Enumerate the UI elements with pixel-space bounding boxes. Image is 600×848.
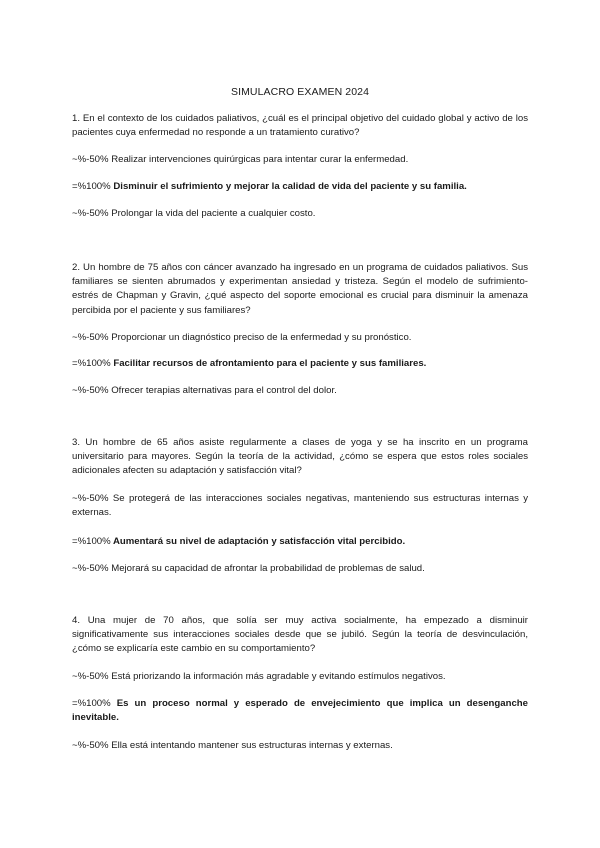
question-2-text [72, 261, 528, 318]
option-text: Realizar intervenciones quirúrgicas para intentar curar la enfermedad. [111, 154, 409, 165]
question-4-option-c [72, 739, 528, 753]
option-text: Se protegerá de las interacciones sociales negativas, manteniendo sus estructuras internas y externas. [72, 493, 529, 519]
option-prefix: ~%-50% [72, 740, 109, 751]
question-4-option-b [72, 697, 528, 725]
option-prefix: =%100% [72, 698, 111, 709]
question-3-option-b [72, 535, 528, 549]
option-text: Facilitar recursos de afrontamiento para el paciente y sus familiares. [113, 358, 427, 369]
option-prefix: ~%-50% [72, 671, 109, 682]
option-prefix: ~%-50% [72, 154, 109, 165]
question-3-option-c [72, 562, 528, 576]
question-4-text [72, 614, 528, 657]
option-prefix: ~%-50% [72, 208, 109, 219]
option-text: Ella está intentando mantener sus estructuras internas y externas. [111, 740, 393, 751]
option-prefix: ~%-50% [72, 563, 109, 574]
question-4-option-a [72, 670, 528, 684]
option-text: Aumentará su nivel de adaptación y satisfacción vital percibido. [112, 536, 406, 547]
option-prefix: =%100% [72, 358, 111, 369]
question-4-stem: 4. Una mujer de 70 años, que solía ser muy activa socialmente, ha empezado a disminuir significativamente sus interacciones sociales desde que se jubiló. Según la teoría de desvinculación, ¿cómo se explicaría este cambio en su comportamiento? [72, 615, 528, 655]
question-1-option-a [72, 153, 528, 167]
option-prefix: =%100% [72, 181, 111, 192]
option-text: Prolongar la vida del paciente a cualquier costo. [111, 208, 316, 219]
option-text: Ofrecer terapias alternativas para el control del dolor. [111, 385, 337, 396]
question-1-option-b [72, 180, 528, 194]
option-text: Disminuir el sufrimiento y mejorar la calidad de vida del paciente y su familia. [113, 181, 467, 192]
question-2-option-c [72, 384, 528, 398]
question-2-stem: 2. Un hombre de 75 años con cáncer avanzado ha ingresado en un programa de cuidados paliativos. Sus familiares se sienten abrumados y experimentan ansiedad y tristeza. Según el modelo de sufrimiento-estrés de Chapman y Gravin, ¿qué aspecto del soporte emocional es crucial para disminuir la amenaza percibida por el paciente y sus familiares? [72, 262, 528, 316]
question-3-option-a [72, 492, 528, 520]
question-3-text [72, 436, 528, 479]
option-text: Es un proceso normal y esperado de envejecimiento que implica un desenganche inevitable. [72, 698, 528, 724]
question-1-stem: 1. En el contexto de los cuidados paliativos, ¿cuál es el principal objetivo del cuidado global y activo de los pacientes cuya enfermedad no responde a un tratamiento curativo? [72, 113, 528, 139]
option-prefix: ~%-50% [72, 332, 109, 343]
question-1-option-c [72, 207, 528, 221]
option-prefix: ~%-50% [72, 385, 109, 396]
question-3-stem: 3. Un hombre de 65 años asiste regularmente a clases de yoga y se ha inscrito en un programa universitario para mayores. Según la teoría de la actividad, ¿cómo se espera que estos roles sociales adicionales afecten su adaptación y satisfacción vital? [72, 437, 528, 477]
option-prefix: =%100% [72, 536, 111, 547]
option-prefix: ~%-50% [72, 493, 109, 504]
document-title: SIMULACRO EXAMEN 2024 [230, 86, 370, 98]
option-text: Mejorará su capacidad de afrontar la probabilidad de problemas de salud. [111, 563, 425, 574]
option-text: Está priorizando la información más agradable y evitando estímulos negativos. [111, 671, 446, 682]
option-text: Proporcionar un diagnóstico preciso de la enfermedad y su pronóstico. [111, 332, 412, 343]
question-1-text [72, 112, 528, 140]
question-2-option-b [72, 357, 528, 371]
question-2-option-a [72, 331, 528, 345]
